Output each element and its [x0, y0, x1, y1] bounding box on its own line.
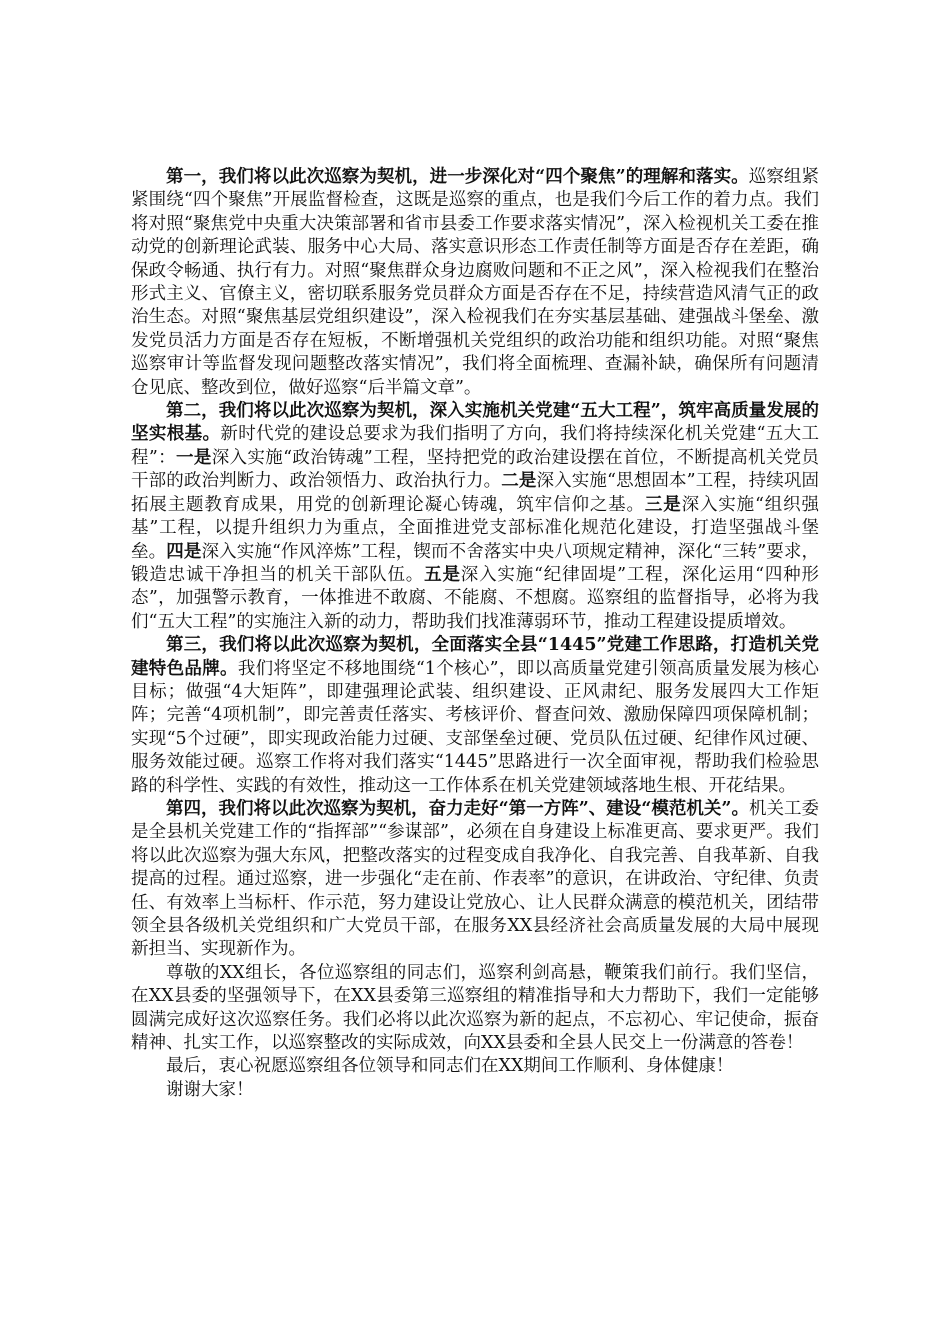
paragraph-text: 新时代党的建设总要求为我们指明了方向，我们将持续深化机关党建“五大工程”：	[131, 424, 820, 468]
list-marker: 五是	[424, 564, 461, 585]
paragraph-text: 深入实施“政治铸魂”工程，坚持把党的政治建设摆在首位，不断提高机关党员干部的政治判断力、政治领悟力、政治执行力。	[131, 447, 819, 492]
paragraph-text: 机关工委是全县机关党建工作的“指挥部”“参谋部”，必须在自身建设上标准更高、要求更严。我们将以此次巡察为强大东风，把整改落实的过程变成自我净化、自我完善、自我革新、自我提高的过程。通过巡察，进一步强化“走在前、作表率”的意识，在讲政治、守纪律、负责任、有效率上当标杆、作示范，努力建设让党放心、让人民群众满意的模范机关，团结带领全县各级机关党组织和广大党员干部，在服务XX县经济社会高质量发展的大局中展现新担当、实现新作为。	[131, 798, 820, 960]
paragraph-closing	[131, 962, 819, 1056]
paragraph-heading: 第一，我们将以此次巡察为契机，进一步深化对“四个聚焦”的理解和落实。	[166, 167, 749, 187]
paragraph-heading: 第二，我们将以此次巡察为契机，深入实施机关党建“五大工程”，筑牢高质量发展的坚实根基。	[131, 401, 819, 445]
paragraph-fourth	[131, 798, 819, 962]
paragraph-heading: 第四，我们将以此次巡察为契机，奋力走好“第一方阵”、建设“模范机关”。	[166, 798, 749, 819]
list-marker: 二是	[501, 471, 537, 492]
paragraph-text: 深入实施“思想固本”工程，持续巩固拓展主题教育成果，用党的创新理论凝心铸魂，筑牢信仰之基。	[131, 471, 819, 515]
list-marker: 三是	[644, 494, 682, 515]
paragraph-text: 深入实施“纪律固堤”工程，深化运用“四种形态”，加强警示教育，一体推进不敢腐、不能腐、不想腐。巡察组的监督指导，必将为我们“五大工程”的实施注入新的动力，帮助我们找准薄弱环节，推动工程建设提质增效。	[131, 564, 820, 632]
paragraph-heading: 第三，我们将以此次巡察为契机，全面落实全县“1445”党建工作思路，打造机关党建特色品牌。	[131, 635, 819, 679]
paragraph-third	[131, 634, 819, 798]
paragraph-text: 尊敬的XX组长，各位巡察组的同志们，巡察利剑高悬，鞭策我们前行。我们坚信，在XX县委的坚强领导下，在XX县委第三巡察组的精准指导和大力帮助下，我们一定能够圆满完成好这次巡察任务。我们必将以此次巡察为新的起点，不忘初心、牢记使命，振奋精神、扎实工作，以巡察整改的实际成效，向XX县委和全县人民交上一份满意的答卷！	[131, 962, 819, 1054]
paragraph-text: 深入实施“作风淬炼”工程，锲而不舍落实中央八项规定精神，深化“三转”要求，锻造忠诚干净担当的机关干部队伍。	[131, 541, 820, 585]
list-marker: 四是	[166, 541, 202, 562]
paragraph-second	[131, 400, 819, 634]
paragraph-text: 巡察组紧紧围绕“四个聚焦”开展监督检查，这既是巡察的重点，也是我们今后工作的着力点。我们将对照“聚焦党中央重大决策部署和省市县委工作要求落实情况”，深入检视机关工委在推动党的创新理论武装、服务中心大局、落实意识形态工作责任制等方面是否存在差距，确保政令畅通、执行有力。对照“聚焦群众身边腐败问题和不正之风”，深入检视我们在整治形式主义、官僚主义，密切联系服务党员群众方面是否存在不足，持续营造风清气正的政治生态。对照“聚焦基层党组织建设”，深入检视我们在夯实基层基础、建强战斗堡垒、激发党员活力方面是否存在短板，不断增强机关党组织的政治功能和组织功能。对照“聚焦巡察审计等监督发现问题整改落实情况”，我们将全面梳理、查漏补缺，确保所有问题清仓见底、整改到位，做好巡察“后半篇文章”。	[131, 167, 819, 398]
document-page	[131, 166, 819, 1102]
paragraph-wishes	[131, 1055, 819, 1078]
paragraph-text: 最后，衷心祝愿巡察组各位领导和同志们在XX期间工作顺利、身体健康！	[166, 1056, 734, 1077]
list-marker: 一是	[176, 447, 212, 468]
paragraph-first	[131, 166, 819, 400]
paragraph-text: 我们将坚定不移地围绕“1个核心”，即以高质量党建引领高质量发展为核心目标；做强“4大矩阵”，即建强理论武装、组织建设、正风肃纪、服务发展四大工作矩阵；完善“4项机制”，即完善责任落实、考核评价、督查问效、激励保障四项保障机制；实现“5个过硬”，即实现政治能力过硬、支部堡垒过硬、党员队伍过硬、纪律作风过硬、服务效能过硬。巡察工作将对我们落实“1445”思路进行一次全面审视，帮助我们检验思路的科学性、实践的有效性，推动这一工作体系在机关党建领域落地生根、开花结果。	[131, 658, 819, 796]
paragraph-text: 谢谢大家！	[166, 1079, 254, 1100]
paragraph-text: 深入实施“组织强基”工程，以提升组织力为重点，全面推进党支部标准化规范化建设，打造坚强战斗堡垒。	[131, 494, 820, 562]
paragraph-thanks	[131, 1079, 819, 1102]
